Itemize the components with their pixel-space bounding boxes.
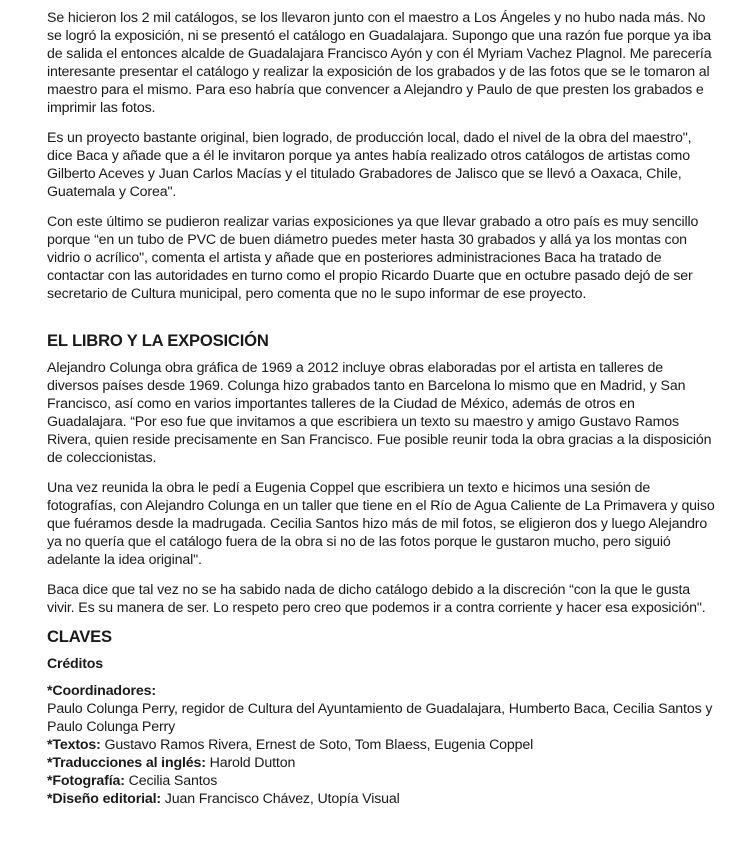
creditos-heading: Créditos bbox=[47, 656, 103, 672]
credit-fotografia bbox=[47, 772, 717, 790]
section-heading: EL LIBRO Y LA EXPOSICIÓN bbox=[47, 331, 269, 350]
paragraph: Se hicieron los 2 mil catálogos, se los llevaron junto con el maestro a Los Ángeles y no hubo nada más. No se logró la exposición, ni se presentó el catálogo en Guadalajara. Supongo que una razón fue porque ya iba de salida el entonces alcalde de Guadalajara Francisco Ayón y con él Myriam Vachez Plagnol. Me parecería interesante presentar el catálogo y realizar la exposición de los grabados y de las fotos que se le tomaron al maestro para el mismo. Para eso habría que convencer a Alejandro y Paulo de que presten los grabados e imprimir las fotos. bbox=[47, 10, 712, 116]
credit-label: *Textos: bbox=[47, 737, 101, 753]
credit-value: Harold Dutton bbox=[205, 755, 296, 771]
paragraph: Una vez reunida la obra le pedí a Eugenia Coppel que escribiera un texto e hicimos una sesión de fotografías, con Alejandro Colunga en un taller que tiene en el Río de Agua Caliente de La Primavera y quiso que fuéramos desde la madrugada. Cecilia Santos hizo más de mil fotos, se eligieron dos y luego Alejandro ya no quería que el catálogo fuera de la obra si no de las fotos porque le gustaron mucho, pero siguió adelante la idea original". bbox=[47, 480, 715, 568]
credit-value: Juan Francisco Chávez, Utopía Visual bbox=[160, 791, 400, 807]
credit-value: Cecilia Santos bbox=[124, 773, 218, 789]
credit-label: *Coordinadores: bbox=[47, 683, 156, 699]
credit-coordinadores-label bbox=[47, 682, 717, 700]
paragraph: Con este último se pudieron realizar varias exposiciones ya que llevar grabado a otro país es muy sencillo porque “en un tubo de PVC de buen diámetro puedes meter hasta 30 grabados y allá ya los montas con vidrio o acrílico", comenta el artista y añade que en posteriores administraciones Baca ha tratado de contactar con las autoridades en turno como el propio Ricardo Duarte que en octubre pasado dejó de ser secretario de Cultura municipal, pero comenta que no le supo informar de ese proyecto. bbox=[47, 214, 699, 302]
credit-diseno bbox=[47, 790, 717, 808]
credit-value: Gustavo Ramos Rivera, Ernest de Soto, Tom Blaess, Eugenia Coppel bbox=[100, 737, 534, 753]
credit-coordinadores-value: Paulo Colunga Perry, regidor de Cultura del Ayuntamiento de Guadalajara, Humberto Baca, Cecilia Santos y Paulo Colunga Perry bbox=[47, 701, 713, 735]
credits-list bbox=[47, 682, 717, 808]
credit-label: *Traducciones al inglés: bbox=[47, 755, 206, 771]
paragraph: Baca dice que tal vez no se ha sabido nada de dicho catálogo debido a la discreción “con la que le gusta vivir. Es su manera de ser. Lo respeto pero creo que podemos ir a contra corriente y hacer esa exposición". bbox=[47, 582, 706, 616]
paragraph: Alejandro Colunga obra gráfica de 1969 a 2012 incluye obras elaboradas por el artista en talleres de diversos países desde 1969. Colunga hizo grabados tanto en Barcelona lo mismo que en Madrid, y San Francisco, así como en varios importantes talleres de la Ciudad de México, además de otros en Guadalajara. “Por eso fue que invitamos a que escribiera un texto su maestro y amigo Gustavo Ramos Rivera, quien reside precisamente en San Francisco. Fue posible reunir toda la obra gracias a la disposición de coleccionistas. bbox=[47, 360, 712, 466]
credit-traducciones bbox=[47, 754, 717, 772]
credit-label: *Diseño editorial: bbox=[47, 791, 161, 807]
credit-label: *Fotografía: bbox=[47, 773, 125, 789]
claves-heading: CLAVES bbox=[47, 627, 112, 646]
article-body bbox=[47, 9, 717, 808]
paragraph: Es un proyecto bastante original, bien logrado, de producción local, dado el nivel de la obra del maestro", dice Baca y añade que a él le invitaron porque ya antes había realizado otros catálogos de artistas como Gilberto Aceves y Juan Carlos Macías y el titulado Grabadores de Jalisco que se llevó a Oaxaca, Chile, Guatemala y Corea". bbox=[47, 130, 692, 200]
credit-textos bbox=[47, 736, 717, 754]
